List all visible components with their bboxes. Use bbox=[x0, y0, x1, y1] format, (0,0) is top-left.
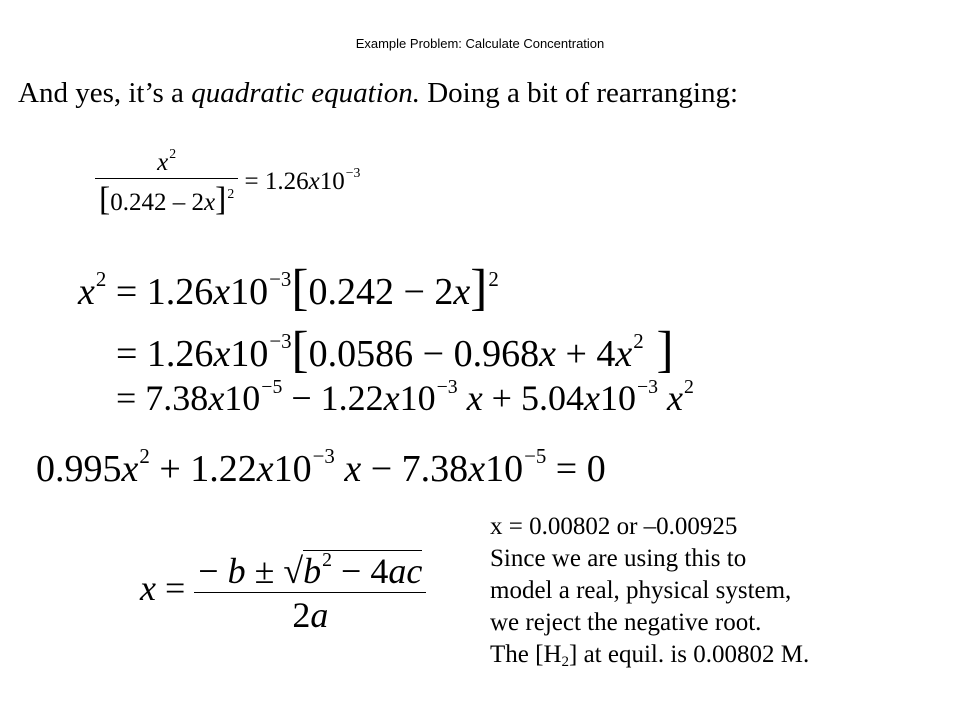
answer-line-4: we reject the negative root. bbox=[490, 609, 762, 636]
quadratic-fraction bbox=[194, 550, 426, 633]
equation-1-rhs: = $1.26x10^{-3}$ bbox=[244, 165, 361, 196]
answer-line-2: Since we are using this to bbox=[490, 545, 747, 572]
slide-header: Example Problem: Calculate Concentration bbox=[355, 36, 605, 51]
answer-line-3: model a real, physical system, bbox=[490, 577, 792, 604]
equation-3: = $1.26x10^{-3}[0.0586 - 0.968x + 4x^2$ ] bbox=[116, 321, 674, 378]
intro-lead: And yes, it’s a bbox=[18, 77, 192, 109]
equation-1-fraction bbox=[95, 146, 238, 218]
equation-5: $0.995x^2 + 1.22x10^{-3}$ $x - 7.38x10^{-5} = 0$ bbox=[36, 444, 606, 490]
intro-tail: Doing a bit of rearranging: bbox=[419, 77, 739, 109]
equation-1 bbox=[95, 146, 361, 218]
quadratic-numerator: − $b \pm √b^2 - 4ac$ bbox=[198, 549, 423, 591]
quadratic-denominator: 2a bbox=[194, 592, 426, 633]
equation-1-numerator: $x^2$ bbox=[157, 146, 177, 176]
equation-2: $x^2 = 1.26x10^{-3}[0.242 - 2x]^2$ bbox=[78, 259, 499, 316]
intro-text bbox=[18, 77, 738, 110]
sqrt-radicand: $b^2 - 4ac$ bbox=[303, 549, 423, 591]
equation-4: = $7.38x10^{-5} - 1.22x10^{-3}$ $x + 5.04x10^{-3}$ $x^2$ bbox=[116, 376, 694, 418]
answer-block bbox=[490, 511, 809, 678]
equation-1-denominator: [0.242 – 2x]$^2$ bbox=[95, 178, 238, 217]
answer-line-1: x = 0.00802 or –0.00925 bbox=[490, 513, 738, 540]
intro-emphasis: quadratic equation. bbox=[191, 77, 420, 109]
quadratic-formula: x = $\frac{- b \pm √b^2 - 4ac}{2a}$ bbox=[140, 550, 426, 633]
answer-line-5: The $[H_2]$ at equil. is 0.00802 M. bbox=[490, 641, 810, 670]
